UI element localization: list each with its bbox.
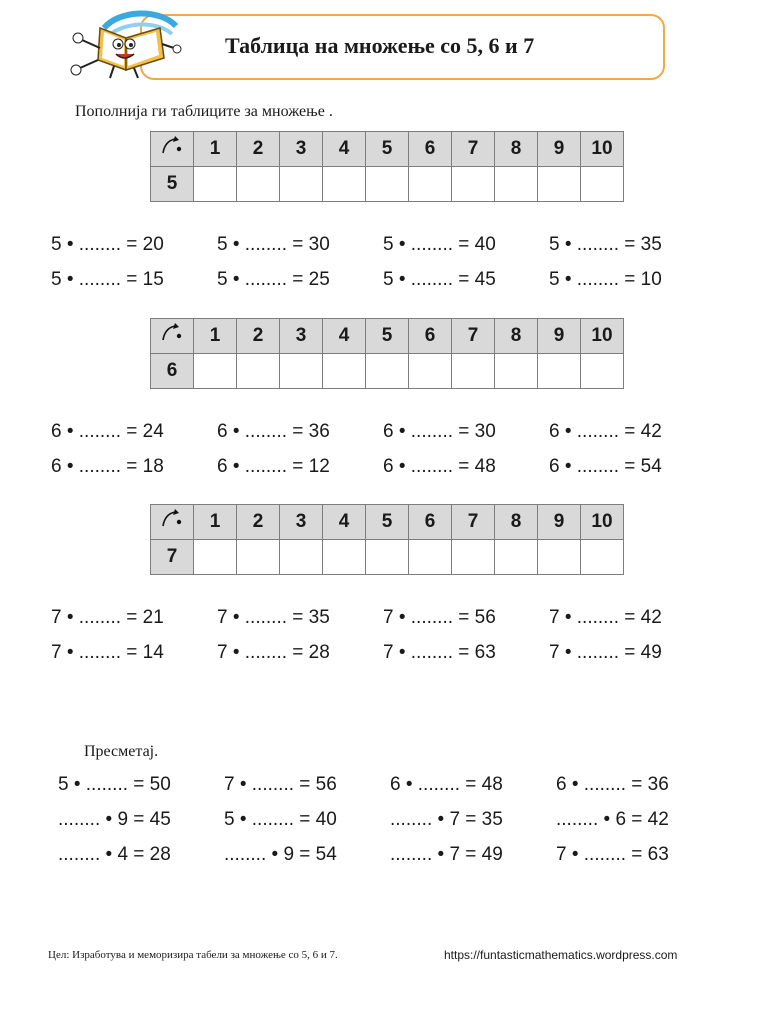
answer-cell[interactable] [538, 540, 581, 575]
exercise: 6 • ........ = 36 [217, 421, 330, 442]
exercise: 7 • ........ = 42 [549, 607, 662, 628]
answer-cell[interactable] [237, 167, 280, 202]
column-header: 5 [366, 505, 409, 540]
exercise: 7 • ........ = 49 [549, 642, 662, 663]
answer-cell[interactable] [581, 167, 624, 202]
answer-cell[interactable] [452, 540, 495, 575]
calc-exercise: ........ • 4 = 28 [58, 844, 171, 865]
answer-cell[interactable] [280, 354, 323, 389]
exercise: 5 • ........ = 25 [217, 269, 330, 290]
column-header: 3 [280, 319, 323, 354]
calc-exercise: 5 • ........ = 40 [224, 809, 337, 830]
answer-cell[interactable] [323, 540, 366, 575]
calc-exercise: 6 • ........ = 36 [556, 774, 669, 795]
exercise: 6 • ........ = 42 [549, 421, 662, 442]
answer-cell[interactable] [194, 167, 237, 202]
calc-exercise: 5 • ........ = 50 [58, 774, 171, 795]
answer-cell[interactable] [280, 540, 323, 575]
answer-cell[interactable] [237, 354, 280, 389]
multiplication-table-6 [150, 318, 624, 389]
column-header: 2 [237, 319, 280, 354]
column-header: 6 [409, 505, 452, 540]
answer-cell[interactable] [280, 167, 323, 202]
column-header: 7 [452, 132, 495, 167]
column-header: 3 [280, 505, 323, 540]
calc-exercise: ........ • 9 = 45 [58, 809, 171, 830]
column-header: 9 [538, 132, 581, 167]
answer-cell[interactable] [495, 354, 538, 389]
column-header: 4 [323, 132, 366, 167]
multiplication-table-7 [150, 504, 624, 575]
answer-cell[interactable] [409, 540, 452, 575]
row-header: 5 [151, 167, 194, 202]
calc-title: Пресметај. [84, 743, 159, 760]
answer-cell[interactable] [366, 354, 409, 389]
exercise: 5 • ........ = 20 [51, 234, 164, 255]
answer-cell[interactable] [409, 167, 452, 202]
exercise: 6 • ........ = 30 [383, 421, 496, 442]
exercise: 6 • ........ = 12 [217, 456, 330, 477]
multiply-icon [151, 319, 194, 354]
instruction: Пополнија ги таблиците за множење . [75, 103, 333, 120]
footer-url[interactable]: https://funtasticmathematics.wordpress.com [444, 948, 678, 962]
column-header: 1 [194, 132, 237, 167]
answer-cell[interactable] [581, 540, 624, 575]
calc-exercise: ........ • 7 = 35 [390, 809, 503, 830]
exercise: 6 • ........ = 24 [51, 421, 164, 442]
exercise: 7 • ........ = 21 [51, 607, 164, 628]
footer-goal: Цел: Изработува и меморизира табели за множење со 5, 6 и 7. [48, 949, 338, 961]
exercise: 6 • ........ = 18 [51, 456, 164, 477]
answer-cell[interactable] [538, 167, 581, 202]
multiplication-table-5 [150, 131, 624, 202]
exercise: 7 • ........ = 56 [383, 607, 496, 628]
column-header: 5 [366, 319, 409, 354]
exercise: 7 • ........ = 63 [383, 642, 496, 663]
answer-cell[interactable] [495, 540, 538, 575]
column-header: 10 [581, 505, 624, 540]
book-mascot-icon [64, 8, 184, 82]
answer-cell[interactable] [194, 540, 237, 575]
column-header: 10 [581, 132, 624, 167]
column-header: 1 [194, 319, 237, 354]
exercise: 7 • ........ = 14 [51, 642, 164, 663]
answer-cell[interactable] [323, 167, 366, 202]
exercise: 7 • ........ = 35 [217, 607, 330, 628]
exercise: 6 • ........ = 54 [549, 456, 662, 477]
exercise: 7 • ........ = 28 [217, 642, 330, 663]
column-header: 8 [495, 319, 538, 354]
column-header: 6 [409, 319, 452, 354]
row-header: 7 [151, 540, 194, 575]
column-header: 1 [194, 505, 237, 540]
column-header: 7 [452, 505, 495, 540]
calc-exercise: ........ • 7 = 49 [390, 844, 503, 865]
column-header: 5 [366, 132, 409, 167]
answer-cell[interactable] [366, 540, 409, 575]
exercise: 5 • ........ = 30 [217, 234, 330, 255]
column-header: 8 [495, 132, 538, 167]
answer-cell[interactable] [495, 167, 538, 202]
calc-exercise: 7 • ........ = 63 [556, 844, 669, 865]
exercise: 5 • ........ = 35 [549, 234, 662, 255]
calc-exercise: ........ • 9 = 54 [224, 844, 337, 865]
multiply-icon [151, 132, 194, 167]
answer-cell[interactable] [538, 354, 581, 389]
column-header: 10 [581, 319, 624, 354]
calc-exercise: 6 • ........ = 48 [390, 774, 503, 795]
answer-cell[interactable] [452, 167, 495, 202]
answer-cell[interactable] [237, 540, 280, 575]
calc-exercise: 7 • ........ = 56 [224, 774, 337, 795]
column-header: 8 [495, 505, 538, 540]
answer-cell[interactable] [194, 354, 237, 389]
column-header: 6 [409, 132, 452, 167]
column-header: 2 [237, 132, 280, 167]
answer-cell[interactable] [581, 354, 624, 389]
multiply-icon [151, 505, 194, 540]
answer-cell[interactable] [366, 167, 409, 202]
exercise: 5 • ........ = 40 [383, 234, 496, 255]
exercise: 5 • ........ = 10 [549, 269, 662, 290]
answer-cell[interactable] [409, 354, 452, 389]
page-title: Таблица на множење со 5, 6 и 7 [225, 33, 535, 58]
answer-cell[interactable] [452, 354, 495, 389]
exercise: 6 • ........ = 48 [383, 456, 496, 477]
column-header: 4 [323, 505, 366, 540]
column-header: 7 [452, 319, 495, 354]
column-header: 4 [323, 319, 366, 354]
answer-cell[interactable] [323, 354, 366, 389]
exercise: 5 • ........ = 45 [383, 269, 496, 290]
calc-exercise: ........ • 6 = 42 [556, 809, 669, 830]
column-header: 2 [237, 505, 280, 540]
exercise: 5 • ........ = 15 [51, 269, 164, 290]
column-header: 9 [538, 319, 581, 354]
column-header: 9 [538, 505, 581, 540]
column-header: 3 [280, 132, 323, 167]
row-header: 6 [151, 354, 194, 389]
